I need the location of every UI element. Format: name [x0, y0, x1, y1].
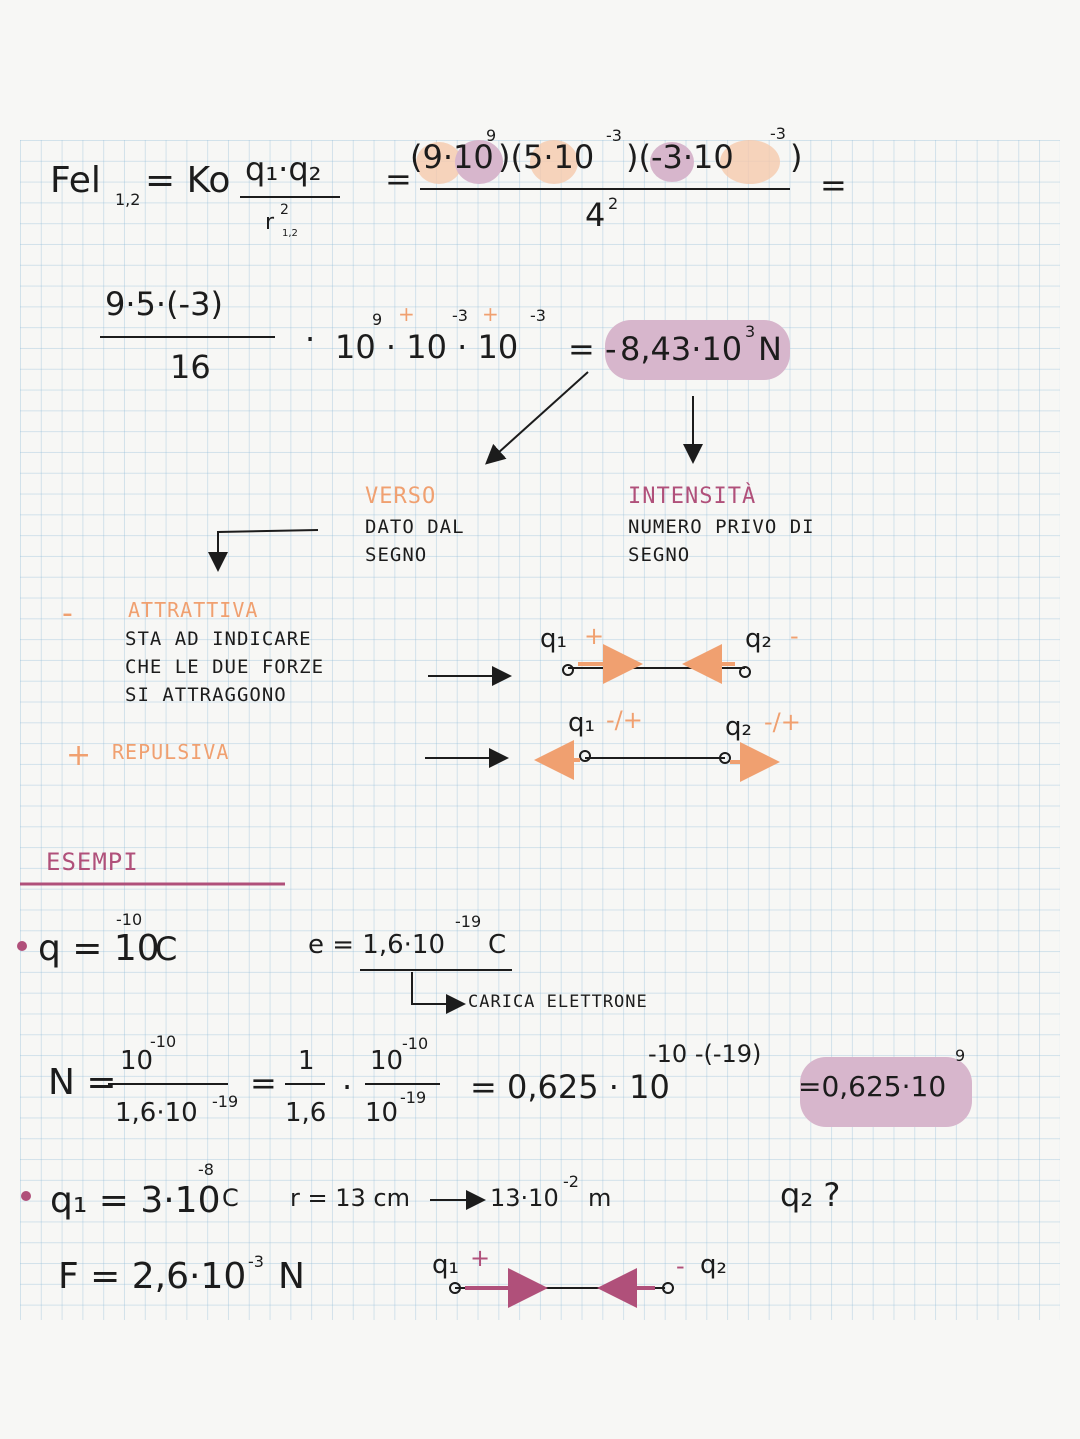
ex2-r-conv-exp: -2	[563, 1172, 579, 1191]
intensita-title: INTENSITÀ	[628, 484, 757, 509]
ex2-force-unit: N	[278, 1256, 305, 1297]
result-prefix: = -	[568, 330, 617, 368]
intensita-line2: SEGNO	[628, 544, 691, 566]
ex2-r: r = 13 cm	[290, 1184, 410, 1212]
n-den-exp: -19	[212, 1092, 239, 1111]
n-eq: =	[250, 1064, 277, 1102]
power-exp-2: -3	[452, 306, 468, 325]
distance-r: r	[265, 210, 275, 235]
n-frac3-den-exp: -19	[400, 1088, 427, 1107]
result-unit: N	[758, 330, 782, 368]
ex2-force-exp: -3	[248, 1252, 264, 1271]
minus-sign: -	[62, 596, 73, 631]
big-numerator-exp3: -3	[770, 124, 786, 143]
equals-3: =	[820, 166, 847, 204]
verso-line1: DATO DAL	[365, 516, 465, 538]
big-numerator-c: )(-3·10	[626, 138, 734, 176]
multiply-dot: ·	[305, 320, 316, 358]
ex1-charge-exp: -10	[116, 910, 143, 929]
ex1-charge: q = 10	[38, 928, 160, 969]
ex2-q1: q₁ = 3·10	[50, 1180, 221, 1221]
plus-mark-1: +	[398, 302, 415, 326]
arrow-to-attrattiva	[218, 530, 318, 568]
n-frac3-num-exp: -10	[402, 1034, 429, 1053]
bullet-1	[17, 941, 27, 951]
repulsiva-title: REPULSIVA	[112, 740, 230, 764]
ex2-diagram-q1: q₁	[432, 1250, 459, 1280]
verso-line2: SEGNO	[365, 544, 428, 566]
diag2-q1-sign: -/+	[606, 706, 643, 734]
distance-r-sub: 1,2	[282, 228, 298, 239]
result-exp: 3	[745, 322, 756, 341]
n-result-exp: -10 -(-19)	[648, 1040, 762, 1068]
force-subscript: 1,2	[115, 190, 141, 209]
n-frac2-den: 1,6	[285, 1098, 327, 1128]
big-numerator-d: )	[790, 138, 803, 176]
diag2-q1: q₁	[568, 708, 595, 738]
power-exp-1: 9	[372, 310, 383, 329]
diag2-q2: q₂	[725, 712, 752, 742]
plus-sign: +	[66, 738, 92, 773]
diag2-q2-sign: -/+	[764, 708, 801, 736]
big-numerator-exp1: 9	[486, 126, 497, 145]
diag1-q2-sign: -	[790, 622, 799, 650]
ex1-charge-unit: C	[155, 930, 178, 968]
ex2-diagram-q1-sign: +	[470, 1244, 491, 1272]
result-value: 8,43·10	[620, 330, 743, 368]
big-numerator-exp2: -3	[606, 126, 622, 145]
diag1-q1-sign: +	[584, 622, 605, 650]
q1-point-2	[580, 751, 590, 761]
n-final-exp: 9	[955, 1046, 966, 1065]
n-dot: ·	[342, 1068, 353, 1106]
force-label: Fel	[50, 160, 101, 201]
attrattiva-line2: CHE LE DUE FORZE	[125, 656, 325, 678]
electron-charge-unit: C	[488, 930, 507, 960]
q1-point	[563, 665, 573, 675]
ex2-q1-exp: -8	[198, 1160, 214, 1179]
n-num-exp: -10	[150, 1032, 177, 1051]
n-final: =0,625·10	[798, 1070, 947, 1103]
attrattiva-line1: STA AD INDICARE	[125, 628, 312, 650]
equals-2: =	[385, 160, 412, 198]
attrattiva-line3: SI ATTRAGGONO	[125, 684, 287, 706]
ex2-r-unit: m	[588, 1184, 612, 1212]
ex2-r-conv: 13·10	[490, 1184, 559, 1212]
big-denominator: 4	[585, 196, 606, 234]
esempi-title: ESEMPI	[46, 848, 139, 876]
step-numerator: 9·5·(-3)	[105, 285, 223, 323]
e-note-arrow	[412, 972, 462, 1004]
ex2-diagram-q2: q₂	[700, 1250, 727, 1280]
electron-charge-exp: -19	[455, 912, 482, 931]
ex2-q1-unit: C	[222, 1184, 239, 1212]
big-denominator-exp: 2	[608, 194, 619, 213]
verso-title: VERSO	[365, 484, 437, 509]
n-frac3-num: 10	[370, 1046, 404, 1076]
n-num: 10	[120, 1046, 154, 1076]
arrow-to-verso	[488, 372, 588, 462]
electron-charge: e = 1,6·10	[308, 930, 446, 960]
power-exp-3: -3	[530, 306, 546, 325]
ex2-force: F = 2,6·10	[58, 1256, 247, 1297]
n-frac3-den: 10	[365, 1098, 399, 1128]
bullet-2	[21, 1191, 31, 1201]
diag1-q2: q₂	[745, 624, 772, 654]
electron-note: CARICA ELETTRONE	[468, 992, 648, 1012]
big-numerator-a: (9·10	[410, 138, 494, 176]
coulomb-constant: = Ko	[145, 160, 231, 201]
n-result: = 0,625 · 10	[470, 1068, 670, 1106]
ex2-diagram-q2-sign: -	[676, 1252, 685, 1280]
n-label: N =	[48, 1062, 117, 1103]
powers-of-ten: 10 · 10 · 10	[335, 328, 519, 366]
plus-mark-2: +	[482, 302, 499, 326]
intensita-line1: NUMERO PRIVO DI	[628, 516, 815, 538]
ex2-q2-question: q₂ ?	[780, 1176, 841, 1214]
charges-product: q₁·q₂	[245, 150, 322, 188]
diag1-q1: q₁	[540, 624, 567, 654]
step-denominator: 16	[170, 348, 211, 386]
distance-r-exp: 2	[280, 202, 289, 218]
n-frac2-num: 1	[298, 1046, 315, 1076]
n-den: 1,6·10	[115, 1098, 198, 1128]
attrattiva-title: ATTRATTIVA	[128, 598, 259, 622]
big-numerator-b: )(5·10	[498, 138, 595, 176]
